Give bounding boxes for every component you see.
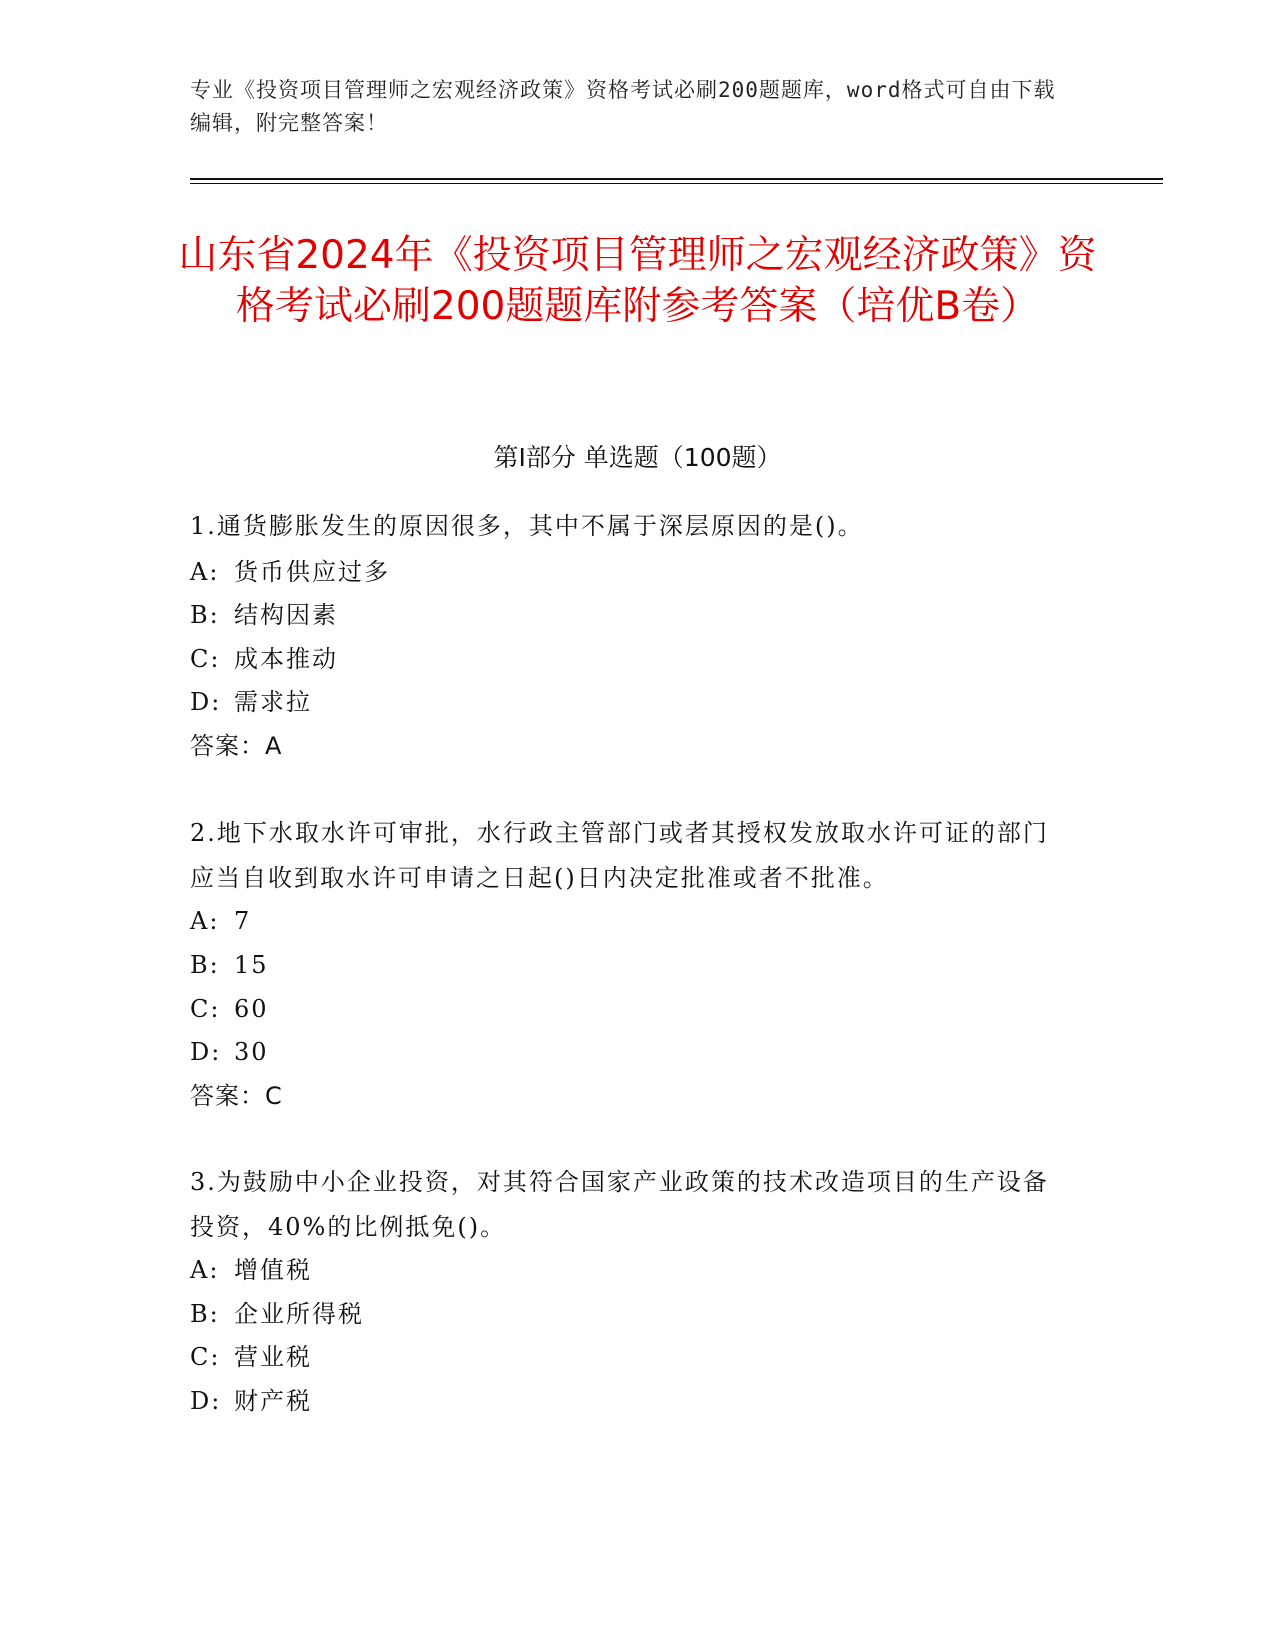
question-2-text: 2.地下水取水许可审批，水行政主管部门或者其授权发放取水许可证的部门应当自收到取水许可申请之日起()日内决定批准或者不批准。 xyxy=(190,819,1049,892)
option-text: 企业所得税 xyxy=(234,1300,364,1328)
question-3-option-a xyxy=(190,1247,1070,1293)
question-2-option-b xyxy=(190,942,1070,988)
option-text: 增值税 xyxy=(234,1256,312,1284)
option-letter: B: xyxy=(190,1300,220,1328)
question-1-option-b xyxy=(190,592,1070,638)
header-rule-thick xyxy=(190,178,1163,180)
question-3-option-c xyxy=(190,1334,1070,1380)
option-text: 需求拉 xyxy=(234,688,312,716)
option-letter: B: xyxy=(190,951,220,979)
question-3-option-b xyxy=(190,1291,1070,1337)
question-1-option-d xyxy=(190,679,1070,725)
header-note: 专业《投资项目管理师之宏观经济政策》资格考试必刷200题题库，word格式可自由下载编辑，附完整答案！ xyxy=(190,78,1056,135)
header-rule-thin xyxy=(190,183,1163,184)
document-title: 山东省2024年《投资项目管理师之宏观经济政策》资格考试必刷200题题库附参考答案（培优B卷） xyxy=(178,233,1097,329)
option-letter: D: xyxy=(190,688,222,716)
question-3-option-d xyxy=(190,1378,1070,1424)
question-2-option-a xyxy=(190,898,1070,944)
option-letter: D: xyxy=(190,1038,222,1066)
question-1-option-a xyxy=(190,549,1070,595)
option-text: 30 xyxy=(234,1038,269,1066)
option-letter: C: xyxy=(190,645,221,673)
option-text: 成本推动 xyxy=(234,645,338,673)
option-letter: D: xyxy=(190,1387,222,1415)
question-2-option-d xyxy=(190,1029,1070,1075)
option-text: 15 xyxy=(234,951,269,979)
question-1-answer: 答案：A xyxy=(190,732,283,760)
option-text: 货币供应过多 xyxy=(234,558,390,586)
option-text: 60 xyxy=(234,995,269,1023)
option-letter: B: xyxy=(190,601,220,629)
question-2-option-c xyxy=(190,986,1070,1032)
question-1-option-c xyxy=(190,636,1070,682)
question-2-answer: 答案：C xyxy=(190,1082,283,1110)
option-text: 结构因素 xyxy=(234,601,338,629)
option-letter: A: xyxy=(190,558,220,586)
section-title: 第Ⅰ部分 单选题（100题） xyxy=(493,443,782,472)
option-letter: A: xyxy=(190,907,220,935)
option-text: 财产税 xyxy=(234,1387,312,1415)
option-letter: C: xyxy=(190,995,221,1023)
option-letter: C: xyxy=(190,1343,221,1371)
option-text: 营业税 xyxy=(234,1343,312,1371)
question-3-text: 3.为鼓励中小企业投资，对其符合国家产业政策的技术改造项目的生产设备投资，40%的比例抵免()。 xyxy=(190,1168,1049,1241)
question-1-text: 1.通货膨胀发生的原因很多，其中不属于深层原因的是()。 xyxy=(190,512,864,540)
option-text: 7 xyxy=(234,907,252,935)
option-letter: A: xyxy=(190,1256,220,1284)
